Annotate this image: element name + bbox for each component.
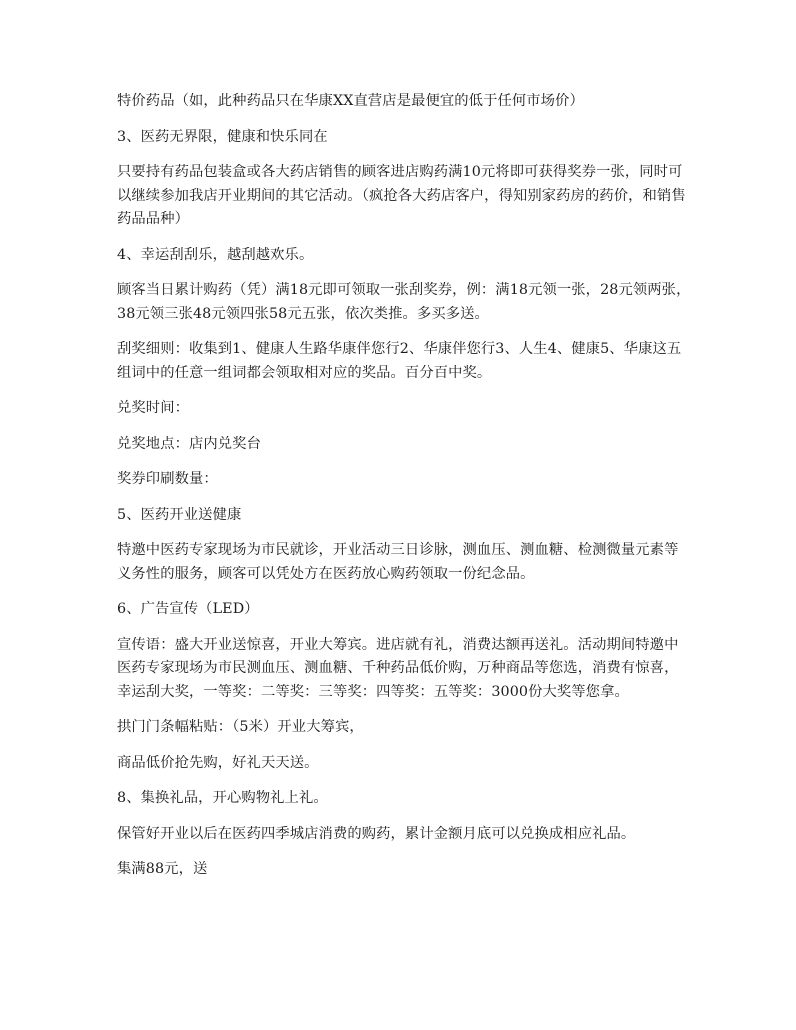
- document-page: [117, 90, 692, 894]
- paragraph-expert-consult: 特邀中医药专家现场为市民就诊，开业活动三日诊脉，测血压、测血糖、检测微量元素等义务性的服务，顾客可以凭处方在医药放心购药领取一份纪念品。: [117, 542, 679, 582]
- paragraph-accumulate-gifts: 保管好开业以后在医药四季城店消费的购药，累计金额月底可以兑换成相应礼品。: [117, 825, 636, 842]
- paragraph-slogan: 宣传语：盛大开业送惊喜，开业大筹宾。进店就有礼，消费达额再送礼。活动期间特邀中医药专家现场为市民测血压、测血糖、千种药品低价购，万种商品等您选，消费有惊喜，幸运刮大奖，一等奖：二等奖：三等奖：四等奖：五等奖：3000份大奖等您拿。: [117, 636, 679, 700]
- heading-section-5: 5、医药开业送健康: [117, 506, 242, 523]
- heading-section-8: 8、集换礼品，开心购物礼上礼。: [117, 790, 328, 806]
- paragraph-collect-88: 集满88元，送: [117, 861, 208, 877]
- heading-section-6: 6、广告宣传（LED）: [117, 601, 259, 617]
- paragraph-ticket-quantity: 奖券印刷数量：: [117, 471, 218, 487]
- paragraph-scratch-rules: 刮奖细则：收集到1、健康人生路华康伴您行2、华康伴您行3、人生4、健康5、华康这五组词中的任意一组词都会领取相对应的奖品。百分百中奖。: [117, 341, 682, 381]
- paragraph-scratch-card: 顾客当日累计购药（凭）满18元即可领取一张刮奖券，例：满18元领一张，28元领两张，38元领三张48元领四张58元五张，依次类推。多买多送。: [117, 282, 691, 322]
- paragraph-redeem-time: 兑奖时间：: [117, 400, 189, 416]
- paragraph-redeem-location: 兑奖地点：店内兑奖台: [117, 435, 261, 452]
- paragraph-coupon-offer: 只要持有药品包装盒或各大药店销售的顾客进店购药满10元将即可获得奖券一张，同时可以继续参加我店开业期间的其它活动。（疯抢各大药店客户，得知别家药房的药价，和销售药品品种）: [117, 164, 686, 227]
- paragraph-arch-banner: 拱门门条幅粘贴：（5米）开业大筹宾，: [117, 719, 364, 735]
- paragraph-banner-text: 商品低价抢先购，好礼天天送。: [117, 754, 319, 771]
- paragraph-special-price: 特价药品（如，此种药品只在华康XX直营店是最便宜的低于任何市场价）: [117, 93, 584, 109]
- heading-section-4: 4、幸运刮刮乐，越刮越欢乐。: [117, 246, 314, 263]
- heading-section-3: 3、医药无界限，健康和快乐同在: [117, 128, 328, 145]
